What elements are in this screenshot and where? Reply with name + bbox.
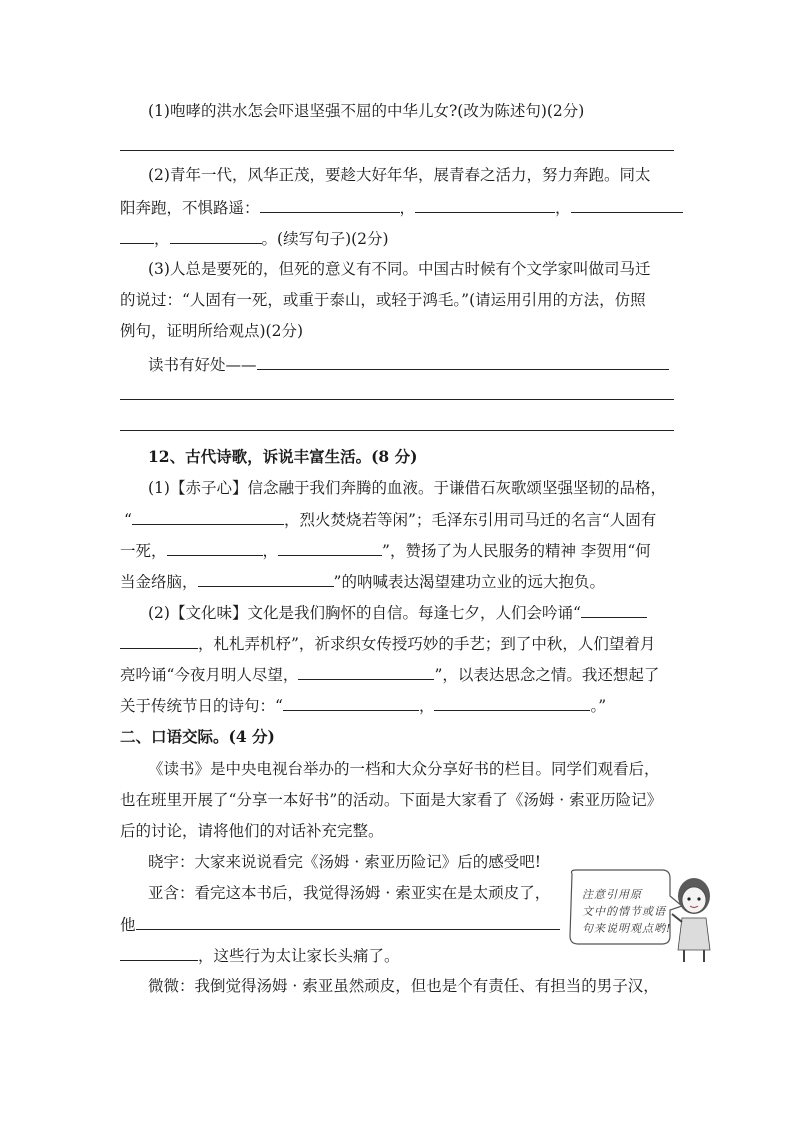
text: ， xyxy=(262,542,279,560)
q11-part3-line1: (3)人总是要死的，但死的意义有不同。中国古时候有个文学家叫做司马迁 xyxy=(148,260,651,278)
text: 他 xyxy=(120,916,136,934)
q11-part3-line3: 例句，证明所给观点)(2分) xyxy=(120,322,304,340)
girl-icon xyxy=(672,878,710,962)
text: (2)【文化味】文化是我们胸怀的自信。每逢七夕，人们会吟诵“ xyxy=(148,604,581,622)
q12-part2-line4 xyxy=(120,694,674,717)
text: ，烈火焚烧若等闲”；毛泽东引用司马迁的名言“人固有 xyxy=(283,511,657,529)
q12-heading: 12、古代诗歌，诉说丰富生活。(8 分) xyxy=(148,447,418,466)
q11-part2-line1: (2)青年一代，风华正茂，要趁大好年华，展青春之活力，努力奔跑。同太 xyxy=(148,166,651,184)
text: ”，以表达思念之情。我还想起了 xyxy=(434,666,660,684)
q11-part2-line3 xyxy=(120,227,674,250)
section2-intro-line3: 后的讨论，请将他们的对话补充完整。 xyxy=(120,822,384,840)
section2-intro-line2: 也在班里开展了“分享一本好书”的活动。下面是大家看了《汤姆 · 索亚历险记》 xyxy=(120,791,663,809)
q12-part1-line3 xyxy=(120,539,674,562)
dialogue-yahan: 亚含：看完这本书后，我觉得汤姆 · 索亚实在是太顽皮了， xyxy=(148,884,551,902)
answer-line[interactable] xyxy=(120,399,674,400)
text: ”，赞扬了为人民服务的精神 李贺用“何 xyxy=(382,542,651,560)
text: 读书有好处—— xyxy=(148,356,257,374)
fill-blank[interactable] xyxy=(571,196,683,213)
text: ，这些行为太让家长头痛了。 xyxy=(198,947,400,965)
text: ， xyxy=(555,199,571,217)
fill-blank[interactable] xyxy=(136,913,560,930)
fill-blank[interactable] xyxy=(298,663,434,680)
fill-blank[interactable] xyxy=(581,601,647,618)
fill-blank[interactable] xyxy=(120,944,198,961)
section2-heading: 二、口语交际。(4 分) xyxy=(120,727,275,746)
fill-blank[interactable] xyxy=(120,227,154,244)
text: 关于传统节日的诗句：“ xyxy=(120,697,283,715)
text: “ xyxy=(124,511,132,529)
text: ，札札弄机杼”，祈求织女传授巧妙的手艺；到了中秋，人们望着月 xyxy=(198,635,656,653)
fill-blank[interactable] xyxy=(167,539,263,556)
answer-line[interactable] xyxy=(120,150,674,151)
dialogue-yahan-line2 xyxy=(120,913,560,936)
fill-blank[interactable] xyxy=(260,196,400,213)
answer-line[interactable] xyxy=(120,430,674,431)
text: ， xyxy=(154,230,170,248)
q11-part1: (1)咆哮的洪水怎会吓退坚强不屈的中华儿女?(改为陈述句)(2分) xyxy=(148,102,585,120)
q12-part2-line1 xyxy=(148,601,674,624)
q12-part2-line2 xyxy=(120,632,674,655)
fill-blank[interactable] xyxy=(170,227,262,244)
dialogue-xiaoyu: 晓宇：大家来说说看完《汤姆 · 索亚历险记》后的感受吧! xyxy=(148,853,542,871)
fill-blank[interactable] xyxy=(120,632,198,649)
q12-part2-line3 xyxy=(120,663,674,686)
text: ， xyxy=(399,199,416,217)
fill-blank[interactable] xyxy=(198,570,334,587)
callout-line: 句来说明观点哟! xyxy=(582,922,672,935)
callout-line: 文中的情节或语 xyxy=(582,905,666,918)
q11-part2-line2 xyxy=(120,196,674,219)
text: 。” xyxy=(590,697,607,715)
text: 亮吟诵“今夜月明人尽望， xyxy=(120,666,299,684)
text: 当金络脑， xyxy=(120,573,198,591)
q12-part1-line4 xyxy=(120,570,674,593)
fill-blank[interactable] xyxy=(434,694,590,711)
fill-blank[interactable] xyxy=(132,508,284,525)
section2-intro-line1: 《读书》是中央电视台举办的一档和大众分享好书的栏目。同学们观看后， xyxy=(148,760,660,778)
q11-part3-lead xyxy=(148,353,674,376)
dialogue-weiwei: 微微：我倒觉得汤姆 · 索亚虽然顽皮，但也是个有责任、有担当的男子汉， xyxy=(148,977,659,995)
q11-part3-line2: 的说过：“人固有一死，或重于泰山，或轻于鸿毛。”(请运用引用的方法，仿照 xyxy=(120,291,646,309)
text: 。(续写句子)(2分) xyxy=(261,230,389,248)
callout-line: 注意引用原 xyxy=(582,888,642,901)
fill-blank[interactable] xyxy=(278,539,382,556)
q12-part1-line1: (1)【赤子心】信念融于我们奔腾的血液。于谦借石灰歌颂坚强坚韧的品格， xyxy=(148,479,666,497)
text: 一死， xyxy=(120,542,167,560)
fill-blank[interactable] xyxy=(415,196,555,213)
fill-blank[interactable] xyxy=(257,353,669,370)
text: 阳奔跑，不惧路遥： xyxy=(120,199,260,217)
callout-note xyxy=(582,886,672,937)
q12-part1-line2 xyxy=(124,508,678,531)
text: ”的呐喊表达渴望建功立业的远大抱负。 xyxy=(333,573,605,591)
fill-blank[interactable] xyxy=(283,694,419,711)
text: ， xyxy=(418,697,435,715)
